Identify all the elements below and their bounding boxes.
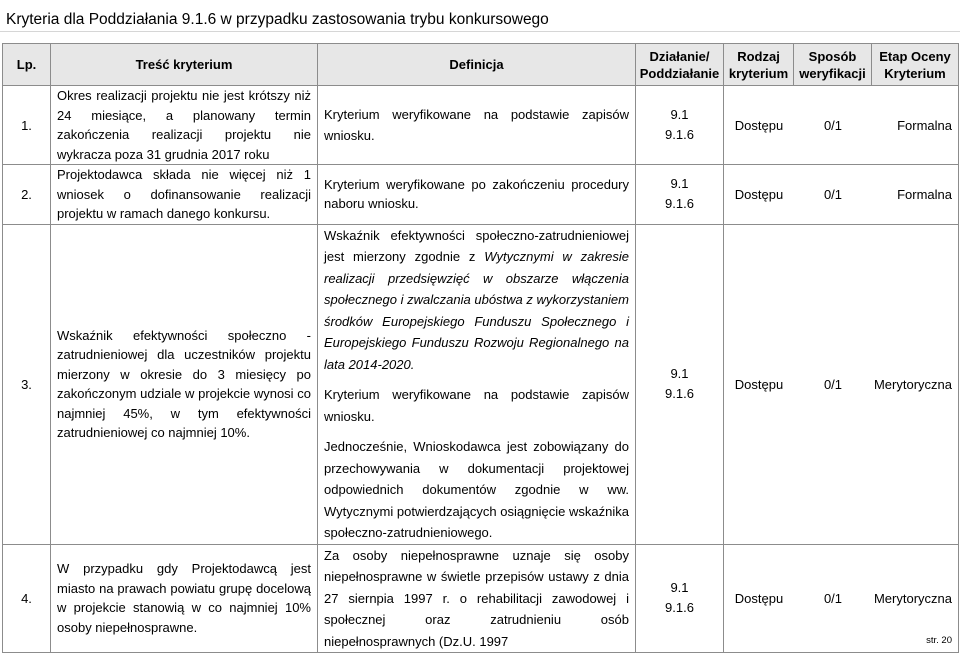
table-row [3, 224, 959, 544]
row-rodzaj-sposob-etap [724, 165, 959, 225]
row-etap: Formalna [897, 186, 952, 202]
row-sposob: 0/1 [823, 117, 843, 133]
row-lp: 1. [3, 86, 51, 165]
row-definicja: Kryterium weryfikowane po zakończeniu procedury naboru wniosku. [318, 165, 636, 225]
poddzialanie-value: 9.1.6 [665, 600, 694, 616]
row-definicja: Za osoby niepełnosprawne uznaje się osoby niepełnosprawne w świetle przepisów ustawy z dnia 27 siernpia 1997 r. o rehabilitacji zawodowej i społecznej oraz zatrudnieniu osób niepełnosprawnych (Dz.U. 1997 [318, 544, 636, 653]
page-number: str. 20 [926, 635, 952, 646]
header-row [3, 44, 959, 86]
row-rodzaj: Dostępu [734, 376, 784, 392]
table-row [3, 86, 959, 165]
header-tresc: Treść kryterium [51, 44, 318, 86]
wytyczne-reference: Wytycznymi w zakresie realizacji przedsięwzięć w obszarze włączenia społecznego i zwalczania ubóstwa z wykorzystaniem środków Europejskiego Funduszu Społecznego i Europejskiego Funduszu Rozwoju Regionalnego na lata 2014-2020. [324, 249, 629, 372]
row-rodzaj-sposob-etap [724, 544, 959, 653]
row-definicja: Kryterium weryfikowane na podstawie zapisów wniosku. [318, 86, 636, 165]
table-row [3, 165, 959, 225]
header-etap: Etap Oceny Kryterium [872, 44, 959, 86]
table-row [3, 544, 959, 653]
dzialanie-value: 9.1 [670, 580, 689, 596]
row-rodzaj: Dostępu [734, 186, 784, 202]
row-lp: 2. [3, 165, 51, 225]
row-tresc: Projektodawca składa nie więcej niż 1 wniosek o dofinansowanie realizacji projektu w ramach danego konkursu. [51, 165, 318, 225]
row-tresc: Wskaźnik efektywności społeczno - zatrudnieniowej dla uczestników projektu mierzony w okresie do 3 miesięcy po zakończonym udziale w projekcie wynosi co najmniej 45%, w tym efektywności zatrudnieniowej co najmniej 10%. [51, 224, 318, 544]
dzialanie-value: 9.1 [670, 366, 689, 381]
header-rodzaj: Rodzaj kryterium [724, 44, 794, 86]
header-definicja: Definicja [318, 44, 636, 86]
page-title: Kryteria dla Poddziałania 9.1.6 w przypadku zastosowania trybu konkursowego [6, 11, 549, 28]
row-rodzaj-sposob-etap [724, 86, 959, 165]
header-sposob: Sposób weryfikacji [794, 44, 872, 86]
row-rodzaj: Dostępu [734, 117, 784, 133]
poddzialanie-value: 9.1.6 [665, 196, 694, 212]
dzialanie-value: 9.1 [670, 176, 689, 192]
definicja-paragraph-1 [324, 225, 629, 376]
criteria-table [2, 43, 959, 653]
row-etap: Merytoryczna [873, 590, 952, 606]
header-dzialanie: Działanie/ Poddziałanie [636, 44, 724, 86]
definicja-paragraph-3: Jednocześnie, Wnioskodawca jest zobowiązany do przechowywania w dokumentacji projektowej odpowiednich dokumentów zgodnie w ww. Wytycznymi potwierdzających osiągnięcie wskaźnika społeczno-zatrudnieniowego. [324, 439, 629, 540]
row-definicja [318, 224, 636, 544]
row-rodzaj-sposob-etap [724, 224, 959, 544]
dzialanie-value: 9.1 [670, 107, 689, 122]
definicja-paragraph-2: Kryterium weryfikowane na podstawie zapisów wniosku. [324, 387, 629, 424]
row-dzialanie [636, 86, 724, 165]
row-sposob: 0/1 [823, 186, 843, 202]
row-dzialanie [636, 165, 724, 225]
row-dzialanie [636, 544, 724, 653]
row-sposob: 0/1 [823, 376, 843, 392]
row-etap: Formalna [897, 117, 952, 133]
row-tresc: Okres realizacji projektu nie jest krótszy niż 24 miesiące, a planowany termin zakończenia realizacji projektu nie wykracza poza 31 grudnia 2017 roku [51, 86, 318, 165]
definicja-text: Wskaźnik efektywności społeczno-zatrudnieniowej jest mierzony zgodnie z [324, 227, 629, 264]
header-lp: Lp. [3, 44, 51, 86]
row-sposob: 0/1 [823, 590, 843, 606]
row-lp: 3. [3, 224, 51, 544]
row-etap: Merytoryczna [873, 376, 952, 392]
title-divider [0, 31, 960, 32]
poddzialanie-value: 9.1.6 [665, 127, 694, 142]
row-tresc: W przypadku gdy Projektodawcą jest miasto na prawach powiatu grupę docelową w projekcie stanowią w co najmniej 10% osoby niepełnosprawne. [51, 544, 318, 653]
row-rodzaj: Dostępu [734, 590, 784, 606]
row-dzialanie [636, 224, 724, 544]
poddzialanie-value: 9.1.6 [665, 386, 694, 401]
row-lp: 4. [3, 544, 51, 653]
